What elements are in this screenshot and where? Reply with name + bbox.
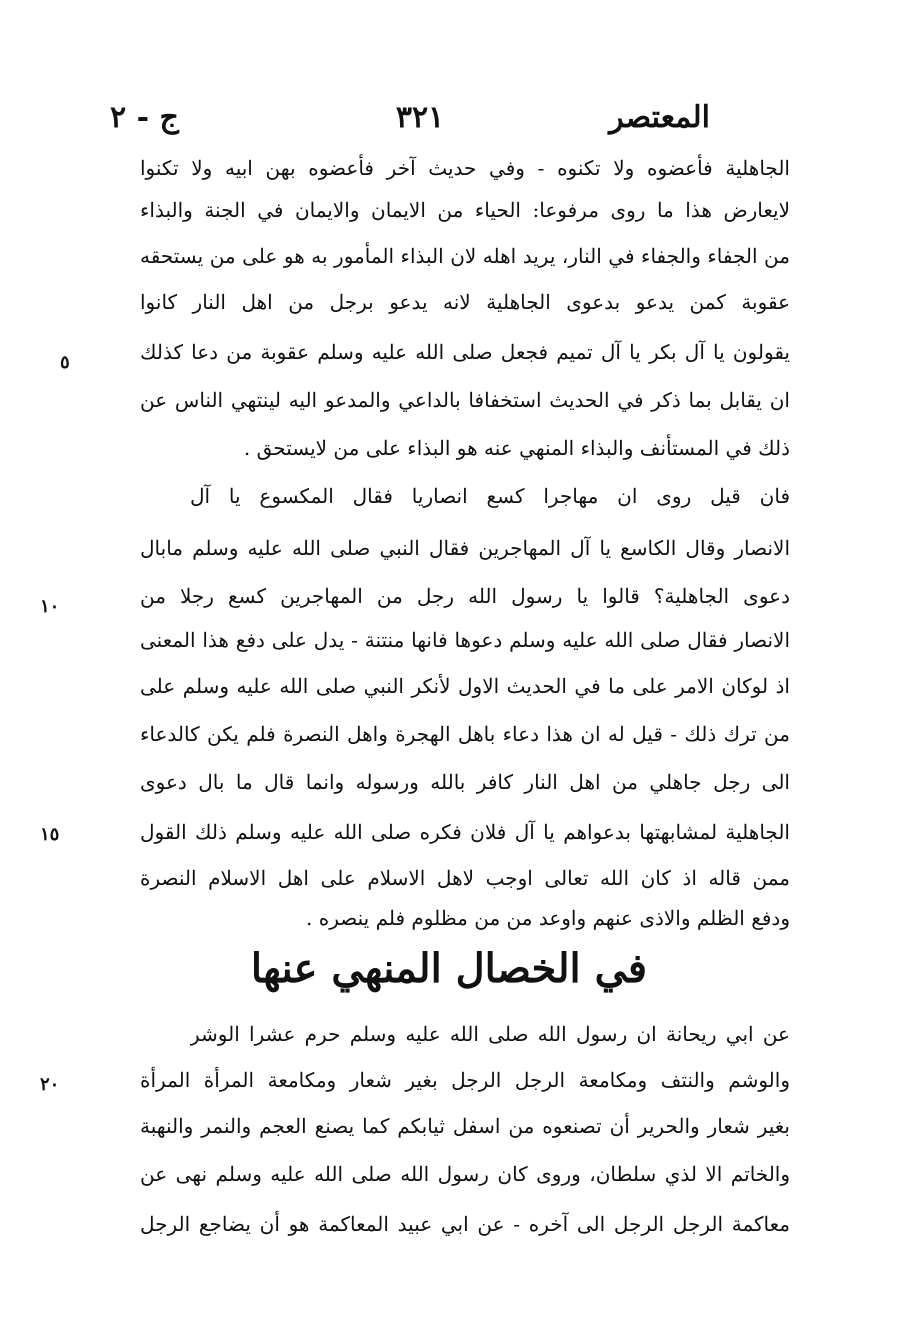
text-line: الانصار وقال الكاسع يا آل المهاجرين فقال النبي صلى الله عليه وسلم مابال <box>140 536 790 560</box>
text-line: الجاهلية فأعضوه ولا تكنوه - وفي حديث آخر فأعضوه بهن ابيه ولا تكنوا <box>140 156 790 180</box>
text-line: بغير شعار والحرير أن تصنعوه من اسفل ثيابكم كما يصنع العجم والنمر والنهبة <box>140 1114 790 1138</box>
text-line: ذلك في المستأنف والبذاء المنهي عنه هو البذاء على من لايستحق . <box>243 436 790 460</box>
text-line: الانصار فقال صلى الله عليه وسلم دعوها فانها منتنة - يدل على دفع هذا المعنى <box>140 628 790 652</box>
volume-label: ج - ٢ <box>110 100 179 135</box>
text-line: ودفع الظلم والاذى عنهم واوعد من من مظلوم فلم ينصره . <box>306 906 790 930</box>
text-line: معاكمة الرجل الرجل الى آخره - عن ابي عبيد المعاكمة هو أن يضاجع الرجل <box>140 1212 790 1236</box>
margin-line-number: ١٠ <box>40 596 60 617</box>
text-line: اذ لوكان الامر على ما في الحديث الاول لأنكر النبي صلى الله عليه وسلم على <box>140 674 790 698</box>
text-line: فان قيل روى ان مهاجرا كسع انصاريا فقال المكسوع يا آل <box>190 484 790 508</box>
running-title: المعتصر <box>609 100 710 135</box>
margin-line-number: ١٥ <box>40 824 60 845</box>
text-line: ممن قاله اذ كان الله تعالى اوجب لاهل الاسلام على اهل الاسلام النصرة <box>140 866 790 890</box>
text-line: والخاتم الا لذي سلطان، وروى كان رسول الله صلى الله عليه وسلم نهى عن <box>140 1162 790 1186</box>
text-line: عقوبة كمن يدعو بدعوى الجاهلية لانه يدعو برجل من اهل النار كانوا <box>140 290 790 314</box>
page-number: ٣٢١ <box>395 100 445 135</box>
section-heading: في الخصال المنهي عنها <box>250 945 648 992</box>
text-line: لايعارض هذا ما روى مرفوعا: الحياء من الايمان والايمان في الجنة والبذاء <box>140 198 790 222</box>
margin-line-number: ٢٠ <box>40 1074 60 1095</box>
text-line: دعوى الجاهلية؟ قالوا يا رسول الله رجل من المهاجرين كسع رجلا من <box>140 584 790 608</box>
text-line: ان يقابل بما ذكر في الحديث استخفافا بالداعي والمدعو اليه لينتهي الناس عن <box>140 388 790 412</box>
margin-line-number: ٥ <box>60 352 70 373</box>
text-line: من ترك ذلك - قيل له ان هذا دعاء باهل الهجرة واهل النصرة فلم يكن كالدعاء <box>140 722 790 746</box>
text-line: يقولون يا آل بكر يا آل تميم فجعل صلى الله عليه وسلم عقوبة من دعا كذلك <box>140 340 790 364</box>
text-line: عن ابي ريحانة ان رسول الله صلى الله عليه وسلم حرم عشرا الوشر <box>190 1022 790 1046</box>
page-header <box>110 96 710 140</box>
text-line: والوشم والنتف ومكامعة الرجل الرجل بغير شعار ومكامعة المرأة المرأة <box>140 1068 790 1092</box>
text-line: من الجفاء والجفاء في النار، يريد اهله لان البذاء المأمور به هو على من يستحقه <box>140 244 790 268</box>
text-line: الجاهلية لمشابهتها بدعواهم يا آل فلان فكره صلى الله عليه وسلم ذلك القول <box>140 820 790 844</box>
text-line: الى رجل جاهلي من اهل النار كافر بالله ورسوله وانما قال ما بال دعوى <box>140 770 790 794</box>
